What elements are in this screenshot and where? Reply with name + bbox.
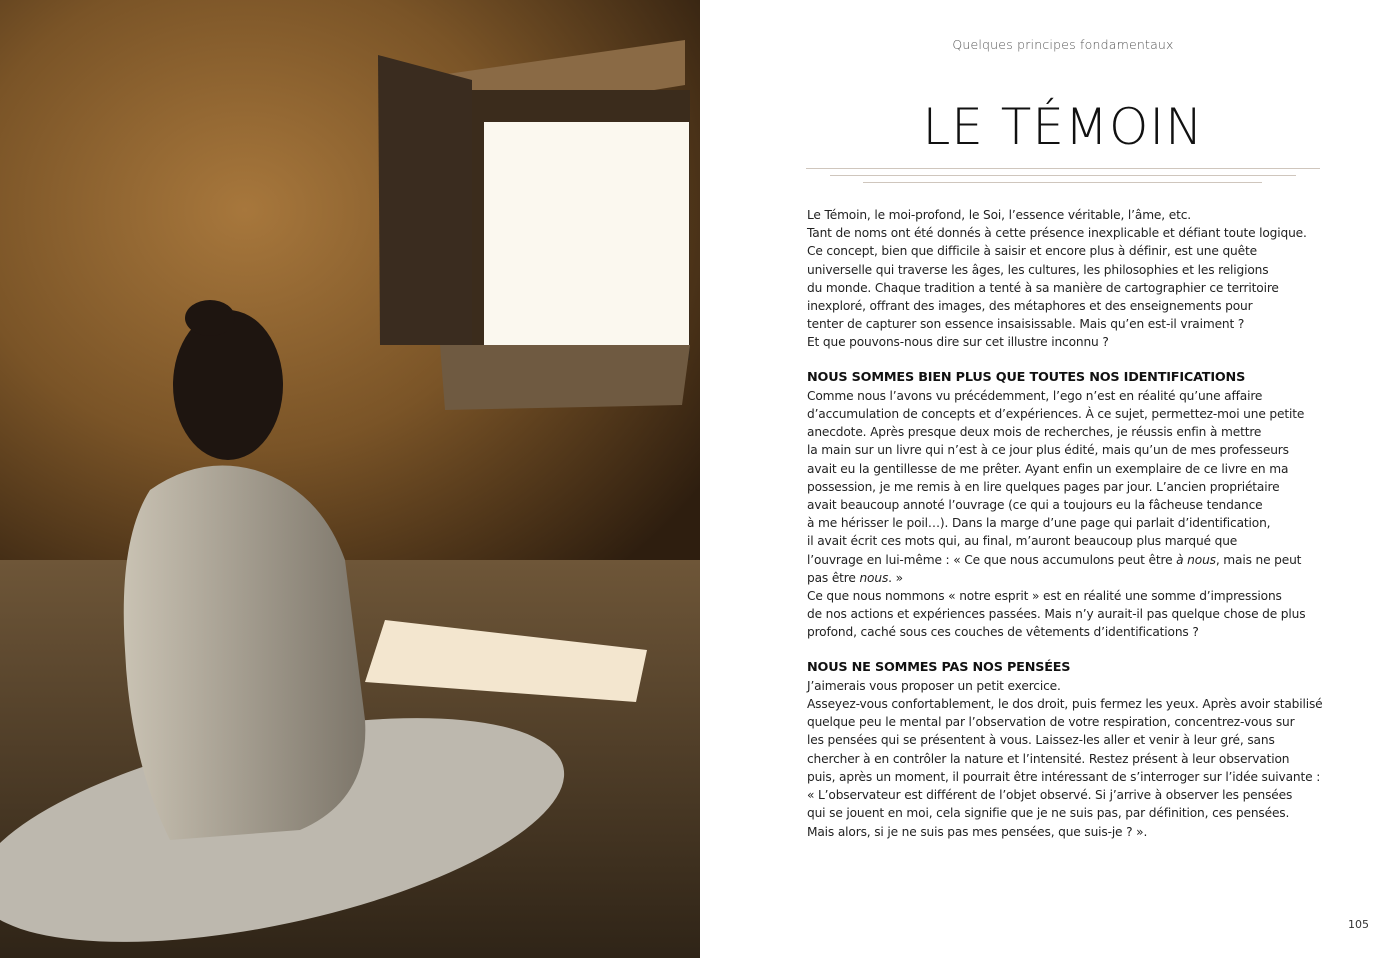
text-line: anecdote. Après presque deux mois de recherches, je réussis enfin à mettre [807, 425, 1262, 440]
text-line: qui se jouent en moi, cela signifie que je ne suis pas, par définition, ces pensées. [807, 806, 1290, 821]
text-line [807, 551, 1327, 569]
text-line: Tant de noms ont été donnés à cette présence inexplicable et défiant toute logique. [807, 226, 1307, 241]
text-line: du monde. Chaque tradition a tenté à sa manière de cartographier ce territoire [807, 280, 1279, 295]
text-line: à me hérisser le poil…). Dans la marge d’une page qui parlait d’identification, [807, 516, 1271, 531]
text-line: chercher à en contrôler la nature et l’intensité. Restez présent à leur observation [807, 751, 1290, 766]
text-segment: . » [888, 570, 903, 585]
woman-hair-bun [185, 300, 235, 336]
window-sill [440, 345, 690, 410]
text-line: Mais alors, si je ne suis pas mes pensées, que suis-je ? ». [807, 824, 1148, 839]
title-rule-1 [806, 168, 1320, 169]
text-line: puis, après un moment, il pourrait être intéressant de s’interroger sur l’idée suivante : [807, 769, 1321, 784]
text-line: J’aimerais vous proposer un petit exercice. [807, 678, 1061, 693]
text-line: possession, je me remis à en lire quelques pages par jour. L’ancien propriétaire [807, 479, 1280, 494]
text-line: tenter de capturer son essence insaisissable. Mais qu’en est-il vraiment ? [807, 317, 1245, 332]
title-rule-3 [863, 182, 1262, 183]
text-line: d’accumulation de concepts et d’expériences. À ce sujet, permettez-moi une petite [807, 407, 1305, 422]
title-rule-2 [830, 175, 1296, 176]
text-line: Asseyez-vous confortablement, le dos droit, puis fermez les yeux. Après avoir stabilisé [807, 697, 1323, 712]
text-line: « L’observateur est différent de l’objet observé. Si j’arrive à observer les pensées [807, 788, 1293, 803]
text-line: inexploré, offrant des images, des métaphores et des enseignements pour [807, 299, 1253, 314]
page-number: 105 [1348, 918, 1369, 931]
section-heading: NOUS SOMMES BIEN PLUS QUE TOUTES NOS IDENTIFICATIONS [807, 369, 1246, 385]
window-light [484, 122, 689, 348]
window-shutter [378, 55, 472, 345]
text-line: profond, caché sous ces couches de vêtements d’identifications ? [807, 625, 1199, 640]
text-line: il avait écrit ces mots qui, au final, m’auront beaucoup plus marqué que [807, 534, 1238, 549]
text-line: universelle qui traverse les âges, les cultures, les philosophies et les religions [807, 262, 1269, 277]
page-title: LE TÉMOIN [922, 98, 1204, 156]
text-segment: pas être [807, 570, 860, 585]
woman-head [173, 310, 283, 460]
italic-text: à nous [1176, 552, 1216, 567]
text-line: Ce concept, bien que difficile à saisir et encore plus à définir, est une quête [807, 244, 1257, 259]
text-segment: l’ouvrage en lui-même : « Ce que nous accumulons peut être [807, 552, 1177, 567]
text-line: de nos actions et expériences passées. Mais n’y aurait-il pas quelque chose de plus [807, 607, 1306, 622]
text-segment: , mais ne peut [1215, 552, 1302, 567]
text-line: avait eu la gentillesse de me prêter. Ayant enfin un exemplaire de ce livre en ma [807, 461, 1289, 476]
text-line: Ce que nous nommons « notre esprit » est en réalité une somme d’impressions [807, 589, 1282, 604]
text-line: les pensées qui se présentent à vous. Laissez-les aller et venir à leur gré, sans [807, 733, 1275, 748]
text-page [700, 0, 1400, 958]
text-line: Le Témoin, le moi-profond, le Soi, l’essence véritable, l’âme, etc. [807, 208, 1191, 222]
italic-text: nous [859, 570, 889, 585]
text-line: Comme nous l’avons vu précédemment, l’ego n’est en réalité qu’une affaire [807, 388, 1263, 403]
running-header: Quelques principes fondamentaux [952, 37, 1174, 52]
text-line [807, 569, 1327, 587]
text-line: avait beaucoup annoté l’ouvrage (ce qui a toujours eu la fâcheuse tendance [807, 498, 1263, 513]
text-line: quelque peu le mental par l’observation de votre respiration, concentrez-vous sur [807, 715, 1295, 730]
section-heading: NOUS NE SOMMES PAS NOS PENSÉES [807, 659, 1071, 675]
text-line: Et que pouvons-nous dire sur cet illustre inconnu ? [807, 335, 1109, 350]
text-line: la main sur un livre qui n’est à ce jour plus édité, mais qu’un de mes professeurs [807, 443, 1289, 458]
body-text [807, 206, 1327, 841]
